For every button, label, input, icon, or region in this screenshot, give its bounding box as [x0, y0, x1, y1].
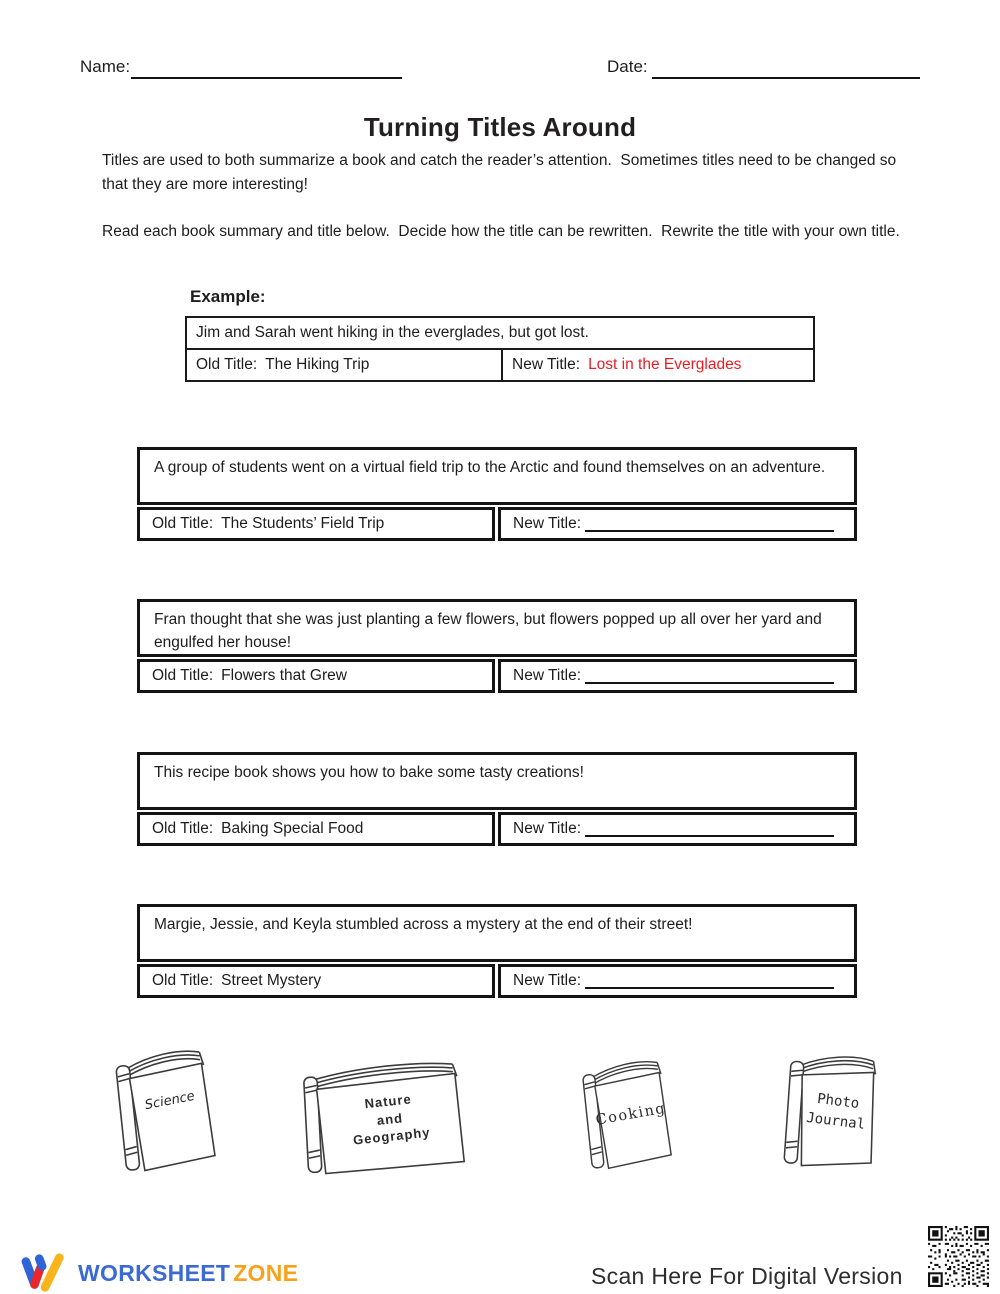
- question-3-new-title-cell: [498, 812, 857, 846]
- nature-geography-book-illustration: [300, 1059, 468, 1183]
- book-icon: [112, 1043, 220, 1180]
- old-title-label: Old Title:: [196, 356, 258, 373]
- photo-journal-book-illustration: [776, 1049, 886, 1178]
- book-title-line: Geography: [352, 1124, 432, 1148]
- example-summary-text: Jim and Sarah went hiking in the everglades, but got lost.: [196, 324, 589, 341]
- book-title-line: Nature: [364, 1091, 413, 1112]
- new-title-label: New Title:: [513, 515, 582, 532]
- example-old-title-cell: [185, 348, 503, 382]
- question-1-new-title-input-line[interactable]: [585, 530, 834, 532]
- name-label: Name:: [80, 57, 131, 76]
- question-3-title-row: [137, 812, 857, 846]
- question-2-summary-text: Fran thought that she was just planting a few flowers, but flowers popped up all over her yard and engulfed her house!: [154, 611, 827, 651]
- question-4-summary-text: Margie, Jessie, and Keyla stumbled across a mystery at the end of their street!: [154, 916, 693, 933]
- old-title-label: Old Title:: [152, 515, 214, 532]
- qr-code-icon: [928, 1226, 989, 1287]
- question-2-new-title-cell: [498, 659, 857, 693]
- question-box-4: [137, 904, 857, 998]
- intro-paragraph-1: Titles are used to both summarize a book and catch the reader’s attention. Sometimes titles need to be changed so that they are more interesting!: [102, 152, 901, 193]
- book-title-line: and: [376, 1109, 405, 1128]
- question-box-2: [137, 599, 857, 693]
- question-3-new-title-input-line[interactable]: [585, 835, 834, 837]
- question-1-old-title-cell: [137, 507, 495, 541]
- old-title-label: Old Title:: [152, 820, 214, 837]
- question-3-old-title-value: Baking Special Food: [221, 820, 364, 837]
- book-title-line: Journal: [805, 1109, 867, 1133]
- example-heading: Example:: [190, 287, 266, 306]
- question-2-old-title-value: Flowers that Grew: [221, 667, 347, 684]
- example-box: [185, 316, 815, 382]
- logo-zone-text: ZONE: [233, 1259, 299, 1286]
- question-2-title-row: [137, 659, 857, 693]
- date-input-line[interactable]: [652, 77, 920, 79]
- old-title-label: Old Title:: [152, 667, 214, 684]
- question-1-title-row: [137, 507, 857, 541]
- question-3-summary: [137, 752, 857, 810]
- logo-worksheet-text: WORKSHEET: [78, 1259, 231, 1286]
- intro-paragraph-2: Read each book summary and title below. Decide how the title can be rewritten. Rewrite the title with your own title.: [102, 223, 900, 240]
- new-title-label: New Title:: [513, 667, 582, 684]
- question-4-old-title-value: Street Mystery: [221, 972, 322, 989]
- logo-wordmark: [78, 1260, 298, 1287]
- scan-here-text: Scan Here For Digital Version: [591, 1263, 903, 1289]
- question-1-old-title-value: The Students’ Field Trip: [221, 515, 385, 532]
- new-title-label: New Title:: [513, 820, 582, 837]
- question-3-summary-text: This recipe book shows you how to bake some tasty creations!: [154, 764, 584, 781]
- question-4-title-row: [137, 964, 857, 998]
- question-box-1: [137, 447, 857, 541]
- question-2-new-title-input-line[interactable]: [585, 682, 834, 684]
- question-1-summary-text: A group of students went on a virtual field trip to the Arctic and found themselves on an adventure.: [154, 459, 826, 476]
- page-title: Turning Titles Around: [363, 112, 637, 142]
- question-box-3: [137, 752, 857, 846]
- question-3-old-title-cell: [137, 812, 495, 846]
- worksheetzone-w-icon: [20, 1252, 70, 1294]
- book-title-line: Photo: [816, 1091, 861, 1113]
- old-title-label: Old Title:: [152, 972, 214, 989]
- new-title-label: New Title:: [513, 972, 582, 989]
- example-old-title-value: The Hiking Trip: [265, 356, 370, 373]
- new-title-label: New Title:: [512, 356, 581, 373]
- question-2-old-title-cell: [137, 659, 495, 693]
- name-input-line[interactable]: [131, 77, 402, 79]
- question-4-new-title-cell: [498, 964, 857, 998]
- example-title-row: [185, 348, 815, 382]
- question-1-new-title-cell: [498, 507, 857, 541]
- question-4-summary: [137, 904, 857, 962]
- cooking-book-title: Cooking: [594, 1100, 668, 1129]
- science-book-illustration: [112, 1043, 220, 1180]
- science-book-title: Science: [143, 1088, 197, 1114]
- question-1-summary: [137, 447, 857, 505]
- question-4-old-title-cell: [137, 964, 495, 998]
- date-label: Date:: [607, 57, 648, 76]
- example-new-title-answer: Lost in the Everglades: [588, 356, 742, 373]
- example-new-title-cell: [501, 348, 815, 382]
- worksheetzone-logo: [20, 1252, 298, 1294]
- cooking-book-illustration: [577, 1056, 676, 1177]
- example-summary: [185, 316, 815, 350]
- question-2-summary: [137, 599, 857, 657]
- question-4-new-title-input-line[interactable]: [585, 987, 834, 989]
